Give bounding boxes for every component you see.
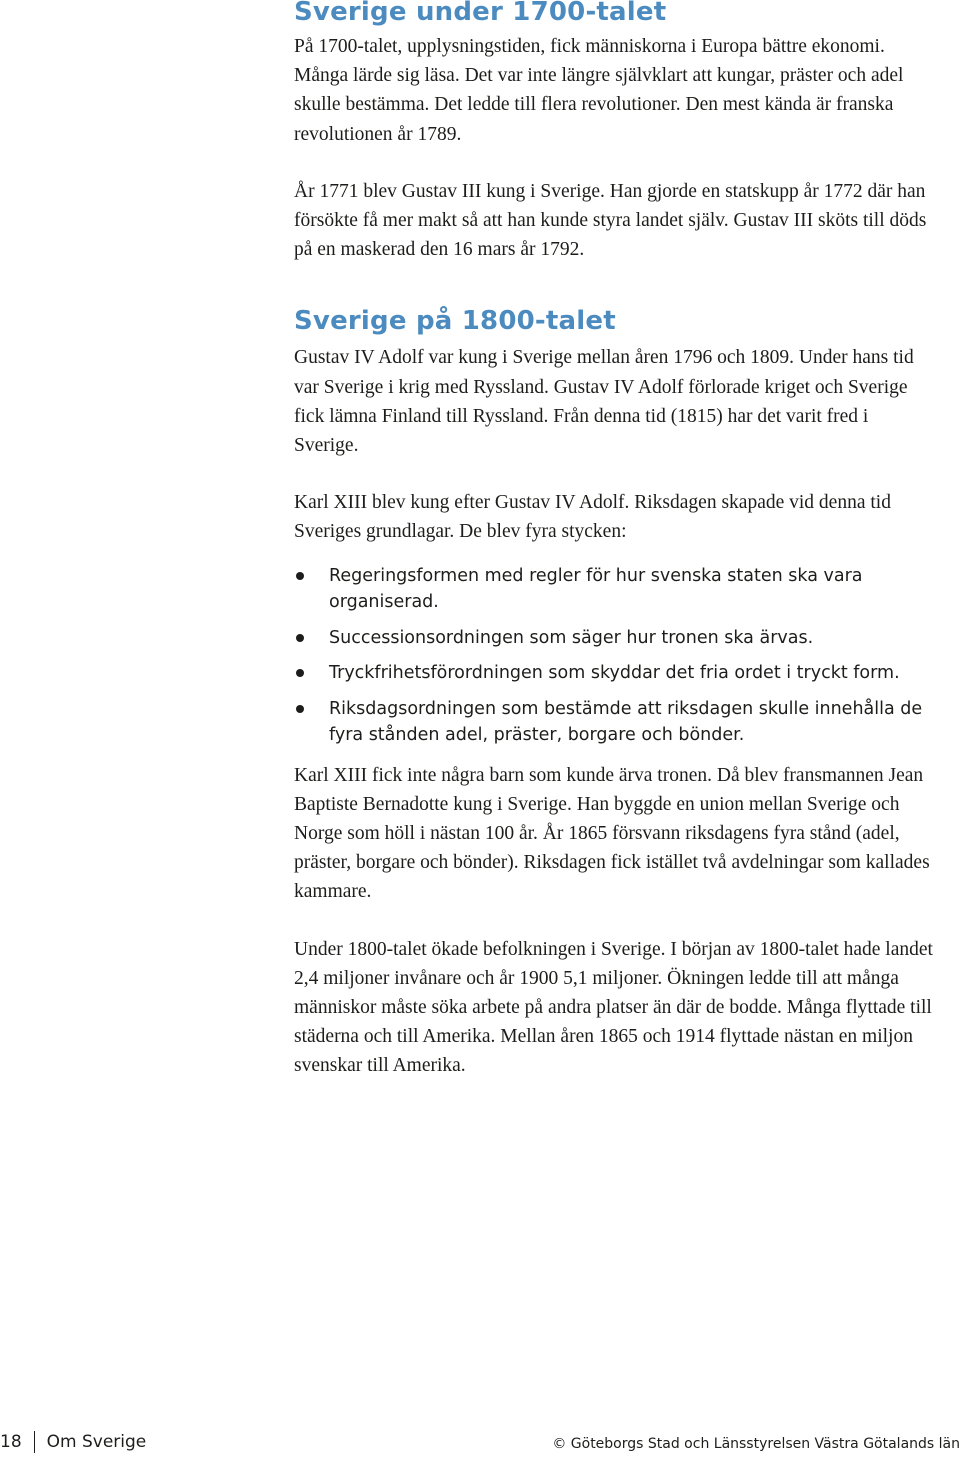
section-heading-1700: Sverige under 1700-talet <box>294 0 667 27</box>
list-item <box>294 696 934 749</box>
paragraph-karl-xiii: Karl XIII blev kung efter Gustav IV Adolf. Riksdagen skapade vid denna tid Sveriges grundlagar. De blev fyra stycken: <box>294 492 891 543</box>
paragraph-gustav-iii: År 1771 blev Gustav III kung i Sverige. Han gjorde en statskupp år 1772 där han försökte få mer makt så att han kunde styra landet själv. Gustav III sköts till döds på en maskerad den 16 mars år 1792. <box>294 180 927 261</box>
section-heading-1800: Sverige på 1800-talet <box>294 306 616 337</box>
list-item <box>294 625 934 652</box>
copyright-notice: © Göteborgs Stad och Länsstyrelsen Västra Götalands län <box>552 1436 960 1452</box>
paragraph-enlightenment: På 1700-talet, upplysningstiden, fick människorna i Europa bättre ekonomi. Många lärde sig läsa. Det var inte längre självklart att kungar, präster och adel skulle bestämma. Det ledde till flera revolutioner. Den mest kända är franska revolutionen år 1789. <box>294 36 904 145</box>
bullet-icon <box>296 572 304 580</box>
list-item-text: Tryckfrihetsförordningen som skyddar det fria ordet i tryckt form. <box>329 663 900 684</box>
bullet-icon <box>296 634 304 642</box>
list-item <box>294 563 934 616</box>
page-content <box>294 0 934 1081</box>
bullet-icon <box>296 669 304 677</box>
book-title: Om Sverige <box>46 1432 147 1452</box>
constitution-list <box>294 563 934 749</box>
list-item-text: Regeringsformen med regler för hur svenska staten ska vara organiserad. <box>329 565 863 613</box>
page-footer-left <box>0 1430 146 1454</box>
list-item-text: Riksdagsordningen som bestämde att riksdagen skulle innehålla de fyra stånden adel, präster, borgare och bönder. <box>329 698 923 746</box>
list-item <box>294 660 934 687</box>
bullet-icon <box>296 705 304 713</box>
page-number: 18 <box>0 1432 22 1452</box>
paragraph-gustav-iv-adolf: Gustav IV Adolf var kung i Sverige mellan åren 1796 och 1809. Under hans tid var Sverige i krig med Ryssland. Gustav IV Adolf förlorade kriget och Sverige fick lämna Finland till Ryssland. Från denna tid (1815) har det varit fred i Sverige. <box>294 347 914 457</box>
paragraph-bernadotte: Karl XIII fick inte några barn som kunde ärva tronen. Då blev fransmannen Jean Baptiste Bernadotte kung i Sverige. Han byggde en union mellan Sverige och Norge som höll i nästan 100 år. År 1865 försvann riksdagens fyra stånd (adel, präster, borgare och bönder). Riksdagen fick istället två avdelningar som kallades kammare. <box>294 764 930 903</box>
list-item-text: Successionsordningen som säger hur tronen ska ärvas. <box>329 627 814 648</box>
paragraph-population: Under 1800-talet ökade befolkningen i Sverige. I början av 1800-talet hade landet 2,4 miljoner invånare och år 1900 5,1 miljoner. Ökningen ledde till att många människor måste söka arbete på andra platser än där de bodde. Många flyttade till städerna och till Amerika. Mellan åren 1865 och 1914 flyttade nästan en miljon svenskar till Amerika. <box>294 938 933 1077</box>
footer-divider <box>34 1431 35 1453</box>
